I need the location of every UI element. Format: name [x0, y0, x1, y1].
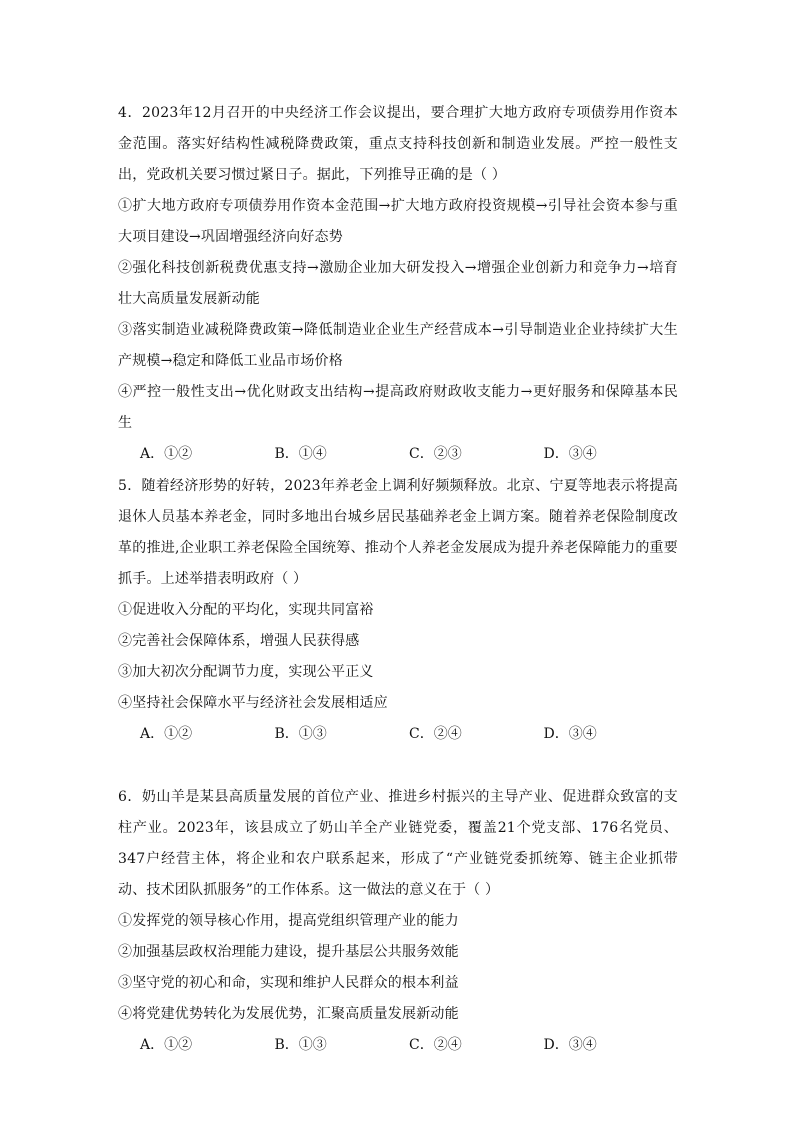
question-stem: 5．随着经济形势的好转，2023年养老金上调利好频频释放。北京、宁夏等地表示将提高退休人员基本养老金，同时多地出台城乡居民基础养老金上调方案。随着养老保险制度改革的推进,企业职工养老保险全国统筹、推动个人养老金发展成为提升养老保障能力的重要抓手。上述举措表明政府（ ）: [118, 478, 678, 587]
statement-1: ①发挥党的领导核心作用，提高党组织管理产业的能力: [118, 913, 459, 929]
choice-d[interactable]: D．③④: [543, 1037, 597, 1053]
question-5: [118, 471, 678, 750]
statement-4: ④坚持社会保障水平与经济社会发展相适应: [118, 695, 388, 711]
choice-d[interactable]: D．③④: [543, 726, 597, 742]
choice-d[interactable]: D．③④: [543, 446, 597, 462]
statement-4: ④将党建优势转化为发展优势，汇聚高质量发展新动能: [118, 1006, 459, 1022]
statement-1: ①扩大地方政府专项债券用作资本金范围→扩大地方政府投资规模→引导社会资本参与重大项目建设→巩固增强经济向好态势: [118, 198, 678, 245]
statement-1: ①促进收入分配的平均化，实现共同富裕: [118, 602, 374, 618]
answer-choices: [118, 719, 678, 750]
statement-2: ②强化科技创新税费优惠支持→激励企业加大研发投入→增强企业创新力和竞争力→培育壮大高质量发展新动能: [118, 260, 678, 307]
choice-a[interactable]: A．①②: [140, 446, 193, 462]
choice-c[interactable]: C．②④: [409, 726, 462, 742]
choice-b[interactable]: B．①③: [274, 1037, 327, 1053]
choice-c[interactable]: C．②④: [409, 1037, 462, 1053]
statement-2: ②加强基层政权治理能力建设，提升基层公共服务效能: [118, 944, 459, 960]
question-stem: 6．奶山羊是某县高质量发展的首位产业、推进乡村振兴的主导产业、促进群众致富的支柱产业。2023年，该县成立了奶山羊全产业链党委，覆盖21个党支部、176名党员、347户经营主体，将企业和农户联系起来，形成了“产业链党委抓统筹、链主企业抓带动、技术团队抓服务”的工作体系。这一做法的意义在于（ ）: [118, 789, 678, 898]
answer-choices: [118, 439, 678, 470]
question-6: [118, 782, 678, 1061]
statement-2: ②完善社会保障体系，增强人民获得感: [118, 633, 360, 649]
choice-a[interactable]: A．①②: [140, 1037, 193, 1053]
statement-3: ③加大初次分配调节力度，实现公平正义: [118, 664, 374, 680]
answer-choices: [118, 1030, 678, 1061]
choice-b[interactable]: B．①④: [274, 446, 327, 462]
choice-b[interactable]: B．①③: [274, 726, 327, 742]
question-4: [118, 98, 678, 470]
statement-3: ③坚守党的初心和命，实现和维护人民群众的根本利益: [118, 975, 459, 991]
choice-a[interactable]: A．①②: [140, 726, 193, 742]
statement-3: ③落实制造业减税降费政策→降低制造业企业生产经营成本→引导制造业企业持续扩大生产规模→稳定和降低工业品市场价格: [118, 322, 678, 369]
choice-c[interactable]: C．②③: [409, 446, 462, 462]
statement-4: ④严控一般性支出→优化财政支出结构→提高政府财政收支能力→更好服务和保障基本民生: [118, 384, 678, 431]
question-stem: 4．2023年12月召开的中央经济工作会议提出，要合理扩大地方政府专项债券用作资本金范围。落实好结构性减税降费政策，重点支持科技创新和制造业发展。严控一般性支出，党政机关要习惯过紧日子。据此，下列推导正确的是（ ）: [118, 105, 678, 183]
